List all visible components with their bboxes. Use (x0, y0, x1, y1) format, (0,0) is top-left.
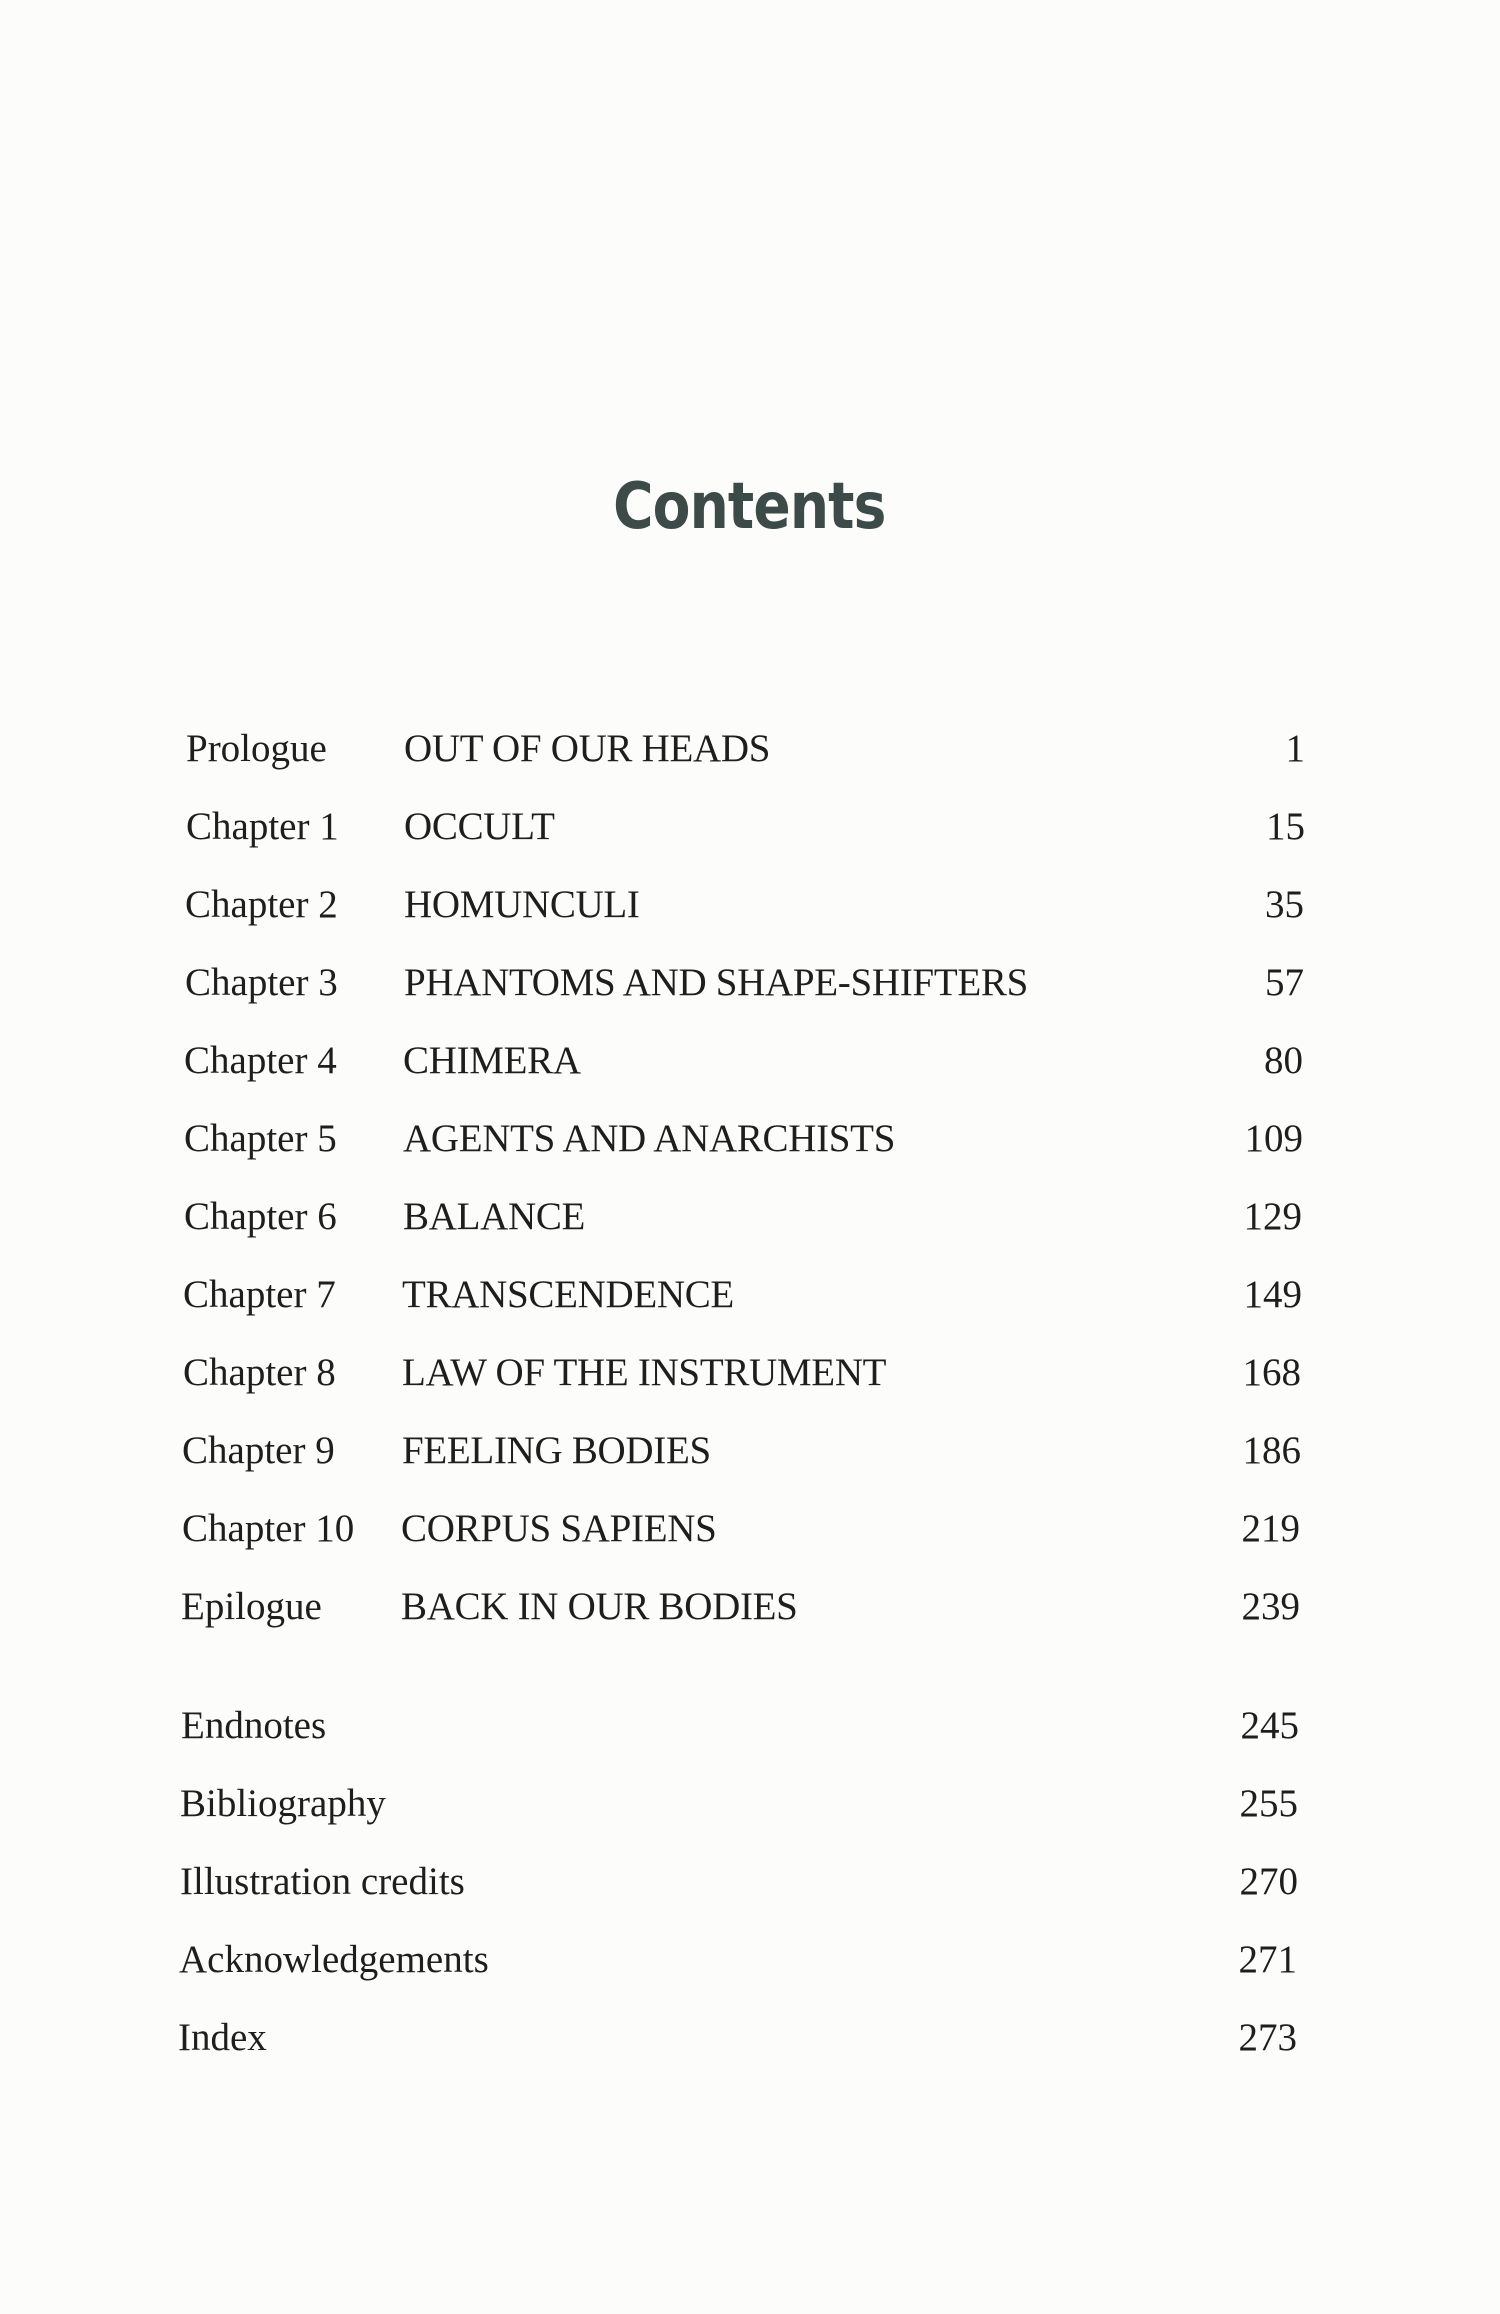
entry-title: HOMUNCULI (404, 883, 640, 926)
entry-label: Prologue (186, 727, 327, 770)
entry-title: OCCULT (404, 805, 555, 848)
entry-title: BACK IN OUR BODIES (401, 1585, 798, 1628)
entry-title: OUT OF OUR HEADS (404, 727, 771, 770)
entry-label: Chapter 10 (182, 1507, 355, 1550)
entry-page-number: 109 (1244, 1117, 1303, 1160)
entry-label: Illustration credits (180, 1860, 465, 1903)
entry-title: CORPUS SAPIENS (401, 1507, 717, 1550)
entry-label: Chapter 5 (184, 1117, 337, 1160)
toc-back-matter-entry[interactable] (0, 1703, 1500, 1759)
entry-title: TRANSCENDENCE (402, 1273, 734, 1316)
entry-page-number: 271 (1238, 1938, 1297, 1981)
toc-entry[interactable] (0, 960, 1500, 1016)
entry-label: Chapter 3 (185, 961, 338, 1004)
entry-page-number: 80 (1264, 1039, 1303, 1082)
entry-page-number: 1 (1285, 727, 1305, 770)
entry-page-number: 186 (1242, 1429, 1301, 1472)
entry-label: Endnotes (181, 1704, 327, 1747)
entry-page-number: 168 (1242, 1351, 1301, 1394)
toc-entry[interactable] (0, 1272, 1500, 1328)
toc-back-matter-entry[interactable] (0, 1859, 1500, 1915)
entry-page-number: 273 (1238, 2016, 1297, 2059)
entry-page-number: 35 (1265, 883, 1304, 926)
entry-title: LAW OF THE INSTRUMENT (402, 1351, 887, 1394)
entry-page-number: 57 (1265, 961, 1304, 1004)
toc-back-matter-entry[interactable] (0, 1781, 1500, 1837)
toc-entry[interactable] (0, 882, 1500, 938)
entry-label: Chapter 6 (184, 1195, 337, 1238)
entry-page-number: 129 (1243, 1195, 1302, 1238)
entry-label: Index (178, 2016, 267, 2059)
toc-entry[interactable] (0, 1116, 1500, 1172)
toc-back-matter-entry[interactable] (0, 1937, 1500, 1993)
entry-label: Chapter 9 (182, 1429, 335, 1472)
toc-entry[interactable] (0, 1350, 1500, 1406)
entry-title: BALANCE (403, 1195, 586, 1238)
entry-label: Chapter 8 (183, 1351, 336, 1394)
entry-page-number: 239 (1241, 1585, 1300, 1628)
entry-title: CHIMERA (403, 1039, 581, 1082)
entry-label: Epilogue (181, 1585, 322, 1628)
entry-label: Bibliography (180, 1782, 386, 1825)
toc-entry[interactable] (0, 1194, 1500, 1250)
entry-title: PHANTOMS AND SHAPE-SHIFTERS (404, 961, 1028, 1004)
toc-entry[interactable] (0, 1428, 1500, 1484)
entry-label: Chapter 4 (184, 1039, 337, 1082)
contents-heading: Contents (613, 470, 886, 544)
entry-title: FEELING BODIES (402, 1429, 711, 1472)
entry-page-number: 270 (1239, 1860, 1298, 1903)
toc-back-matter-entry[interactable] (0, 2015, 1500, 2071)
entry-label: Chapter 2 (185, 883, 338, 926)
entry-label: Chapter 1 (186, 805, 339, 848)
entry-label: Chapter 7 (183, 1273, 336, 1316)
entry-page-number: 149 (1243, 1273, 1302, 1316)
toc-entry[interactable] (0, 726, 1500, 782)
entry-title: AGENTS AND ANARCHISTS (403, 1117, 896, 1160)
toc-entry[interactable] (0, 1584, 1500, 1640)
entry-label: Acknowledgements (179, 1938, 489, 1981)
toc-entry[interactable] (0, 1038, 1500, 1094)
entry-page-number: 219 (1241, 1507, 1300, 1550)
entry-page-number: 15 (1266, 805, 1305, 848)
toc-entry[interactable] (0, 1506, 1500, 1562)
entry-page-number: 255 (1239, 1782, 1298, 1825)
toc-entry[interactable] (0, 804, 1500, 860)
entry-page-number: 245 (1240, 1704, 1299, 1747)
